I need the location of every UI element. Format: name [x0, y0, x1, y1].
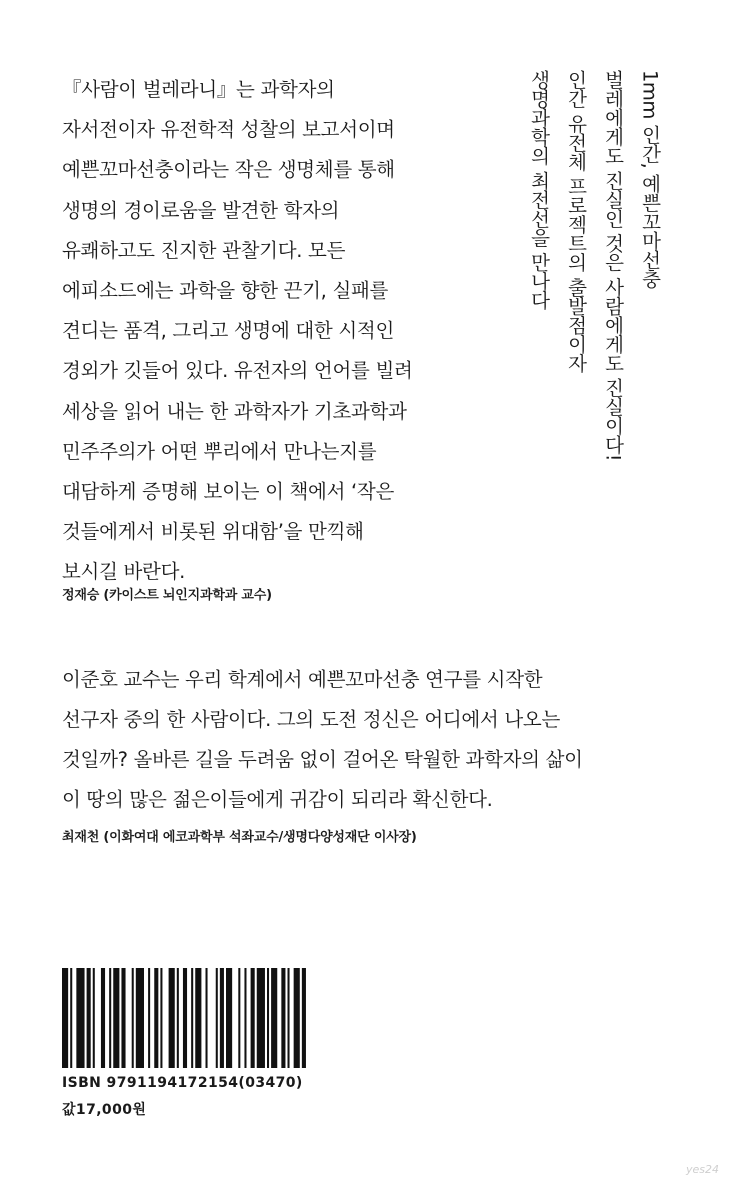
endorsement-1-line: 대담하게 증명해 보이는 이 책에서 ‘작은 — [62, 480, 394, 504]
isbn-number: ISBN 9791194172154(03470) — [62, 1075, 303, 1091]
barcode-bar — [226, 968, 232, 1068]
barcode-bar — [93, 968, 95, 1068]
barcode-bar — [281, 968, 285, 1068]
endorsement-1-line: 견디는 품격, 그리고 생명에 대한 시적인 — [62, 319, 394, 343]
barcode-bar — [267, 968, 269, 1068]
endorsement-1-line: 예쁜꼬마선충이라는 작은 생명체를 통해 — [62, 158, 395, 182]
barcode-bar — [251, 968, 255, 1068]
tagline-line-4: 생명과학의 최전선을 만나다 — [527, 70, 551, 310]
barcode-bar — [101, 968, 105, 1068]
barcode-bar — [121, 968, 125, 1068]
endorsement-2 — [62, 660, 662, 820]
endorsement-2-line: 선구자 중의 한 사람이다. 그의 도전 정신은 어디에서 나오는 — [62, 708, 560, 731]
endorsement-1-line: 경외가 깃들어 있다. 유전자의 언어를 빌려 — [62, 359, 413, 383]
endorsement-2-line: 이 땅의 많은 젊은이들에게 귀감이 되리라 확신한다. — [62, 788, 493, 811]
barcode-bar — [136, 968, 144, 1068]
barcode-bar — [220, 968, 224, 1068]
endorsement-2-attribution: 최재천 (이화여대 에코과학부 석좌교수/생명다양성재단 이사장) — [62, 830, 417, 845]
endorsement-1-line: 생명의 경이로움을 발견한 학자의 — [62, 198, 340, 222]
barcode-bar — [169, 968, 175, 1068]
endorsement-1-line: 보시길 바란다. — [62, 560, 186, 584]
endorsement-1-line: 『사람이 벌레라니』는 과학자의 — [62, 78, 335, 101]
barcode-bar — [288, 968, 290, 1068]
barcode-bar — [206, 968, 208, 1068]
barcode-bar — [302, 968, 306, 1068]
endorsement-1-line: 에피소드에는 과학을 향한 끈기, 실패를 — [62, 279, 389, 303]
barcode-bar — [148, 968, 150, 1068]
tagline-line-1: 1mm 인간, 예쁜꼬마선충 — [638, 70, 662, 288]
barcode-bar — [62, 968, 68, 1068]
tagline-line-2: 벌레에게도 진실인 것은 사람에게도 진실이다! — [601, 70, 625, 462]
barcode-bar — [216, 968, 218, 1068]
barcode-bar — [257, 968, 265, 1068]
barcode-bar — [191, 968, 193, 1068]
price-label: 값17,000원 — [62, 1102, 147, 1118]
endorsement-1-line: 자서전이자 유전학적 성찰의 보고서이며 — [62, 118, 395, 142]
barcode-bar — [294, 968, 300, 1068]
barcode — [62, 968, 308, 1068]
endorsement-1-line: 것들에게서 비롯된 위대함’을 만끽해 — [62, 520, 364, 544]
barcode-bar — [132, 968, 134, 1068]
barcode-bar — [76, 968, 84, 1068]
watermark-logo: yes24 — [686, 1163, 720, 1176]
barcode-bar — [109, 968, 111, 1068]
barcode-bar — [154, 968, 158, 1068]
endorsement-1-line: 유쾌하고도 진지한 관찰기다. 모든 — [62, 238, 346, 262]
barcode-bar — [160, 968, 162, 1068]
barcode-bar — [271, 968, 277, 1068]
tagline-line-3: 인간 유전체 프로젝트의 출발점이자 — [564, 70, 588, 373]
endorsement-1-line: 민주주의가 어떤 뿌리에서 만나는지를 — [62, 439, 377, 463]
endorsement-1-attribution: 정재승 (카이스트 뇌인지과학과 교수) — [62, 588, 272, 603]
barcode-bar — [113, 968, 119, 1068]
endorsement-2-line: 것일까? 올바른 길을 두려움 없이 걸어온 탁월한 과학자의 삶이 — [62, 748, 583, 771]
barcode-bar — [238, 968, 240, 1068]
barcode-bar — [183, 968, 187, 1068]
endorsement-1 — [62, 70, 482, 593]
barcode-bar — [70, 968, 72, 1068]
barcode-bar — [244, 968, 246, 1068]
endorsement-1-line: 세상을 읽어 내는 한 과학자가 기초과학과 — [62, 399, 407, 423]
barcode-bar — [195, 968, 201, 1068]
endorsement-2-line: 이준호 교수는 우리 학계에서 예쁜꼬마선충 연구를 시작한 — [62, 668, 543, 691]
barcode-bar — [177, 968, 179, 1068]
barcode-bar — [87, 968, 91, 1068]
